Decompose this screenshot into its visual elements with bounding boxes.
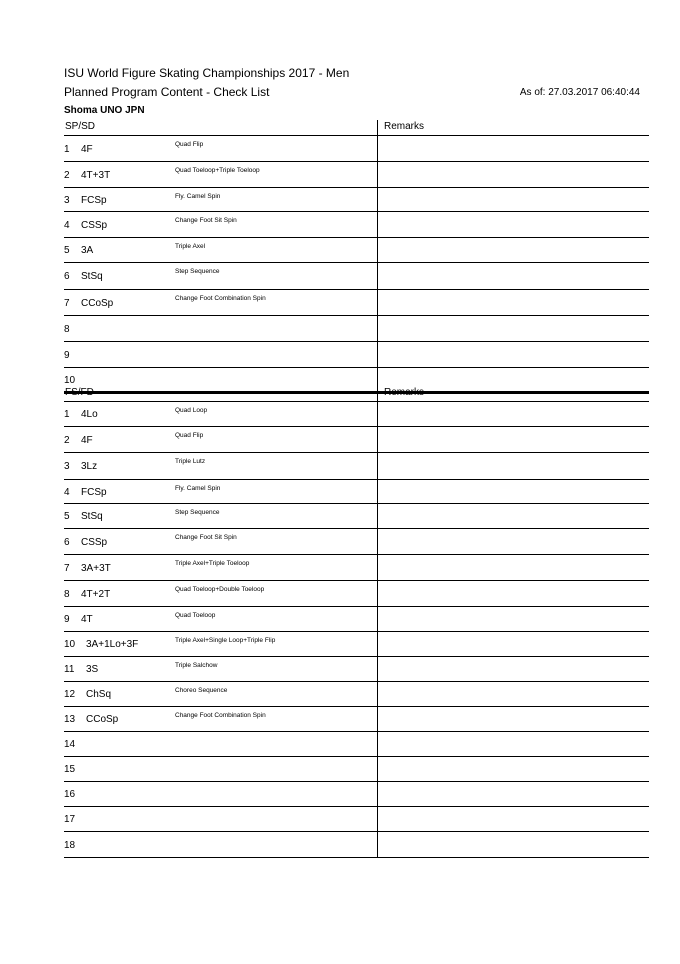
table-row bbox=[64, 342, 649, 368]
table-row bbox=[64, 290, 649, 316]
element-number: 17 bbox=[64, 814, 76, 825]
table-row bbox=[64, 212, 649, 238]
element-number: 2 bbox=[64, 170, 70, 181]
element-number: 15 bbox=[64, 764, 76, 775]
element-number: 8 bbox=[64, 589, 70, 600]
element-number: 7 bbox=[64, 563, 70, 574]
element-code: 4T+2T bbox=[81, 589, 111, 600]
table-row bbox=[64, 316, 649, 342]
element-code: 4F bbox=[81, 435, 93, 446]
table-row bbox=[64, 263, 649, 290]
table-row bbox=[64, 427, 649, 453]
element-code: ChSq bbox=[86, 689, 112, 700]
table-row bbox=[64, 707, 649, 732]
element-description: Fly. Camel Spin bbox=[175, 485, 221, 492]
element-number: 9 bbox=[64, 350, 70, 361]
element-number: 4 bbox=[64, 487, 70, 498]
element-number: 6 bbox=[64, 271, 70, 282]
element-description: Quad Flip bbox=[175, 141, 204, 148]
element-number: 11 bbox=[64, 664, 75, 675]
page-title: ISU World Figure Skating Championships 2017 - Men bbox=[64, 66, 350, 80]
element-description: Triple Salchow bbox=[175, 662, 218, 669]
page-subtitle: Planned Program Content - Check List bbox=[64, 85, 270, 99]
element-code: StSq bbox=[81, 511, 103, 522]
element-code: 4T bbox=[81, 614, 93, 625]
element-code: StSq bbox=[81, 271, 103, 282]
element-number: 7 bbox=[64, 298, 70, 309]
element-description: Choreo Sequence bbox=[175, 687, 228, 694]
element-code: 3S bbox=[86, 664, 99, 675]
element-number: 8 bbox=[64, 324, 70, 335]
element-code: 4T+3T bbox=[81, 170, 111, 181]
table-row bbox=[64, 807, 649, 832]
element-code: CCoSp bbox=[86, 714, 119, 725]
element-number: 3 bbox=[64, 195, 70, 206]
element-number: 12 bbox=[64, 689, 76, 700]
element-code: 4Lo bbox=[81, 409, 98, 420]
sp-segment-label: SP/SD bbox=[65, 121, 96, 132]
fs-header-row bbox=[64, 383, 649, 402]
table-row bbox=[64, 162, 649, 188]
element-code: FCSp bbox=[81, 487, 107, 498]
element-code: 3A+3T bbox=[81, 563, 111, 574]
table-row bbox=[64, 480, 649, 504]
element-description: Triple Axel+Single Loop+Triple Flip bbox=[175, 637, 276, 644]
element-code: 4F bbox=[81, 144, 93, 155]
element-number: 4 bbox=[64, 220, 70, 231]
sp-remarks-label: Remarks bbox=[384, 121, 425, 132]
sp-table bbox=[64, 117, 649, 394]
element-number: 10 bbox=[64, 375, 76, 386]
table-row bbox=[64, 581, 649, 607]
table-row bbox=[64, 757, 649, 782]
element-description: Triple Lutz bbox=[175, 458, 206, 465]
element-code: 3A+1Lo+3F bbox=[86, 639, 139, 650]
element-number: 2 bbox=[64, 435, 70, 446]
element-description: Triple Axel+Triple Toeloop bbox=[175, 560, 250, 567]
element-description: Change Foot Sit Spin bbox=[175, 534, 237, 541]
element-number: 9 bbox=[64, 614, 70, 625]
element-number: 14 bbox=[64, 739, 76, 750]
table-row bbox=[64, 238, 649, 263]
element-number: 1 bbox=[64, 144, 70, 155]
table-row bbox=[64, 782, 649, 807]
as-of-timestamp: As of: 27.03.2017 06:40:44 bbox=[519, 87, 640, 98]
skater-name: Shoma UNO JPN bbox=[64, 105, 145, 116]
table-row bbox=[64, 732, 649, 757]
element-description: Step Sequence bbox=[175, 509, 220, 516]
element-number: 13 bbox=[64, 714, 76, 725]
element-number: 5 bbox=[64, 245, 70, 256]
table-row bbox=[64, 504, 649, 529]
element-number: 5 bbox=[64, 511, 70, 522]
fs-segment-label: FS/FD bbox=[65, 387, 94, 398]
element-description: Change Foot Combination Spin bbox=[175, 295, 266, 302]
element-description: Quad Toeloop+Double Toeloop bbox=[175, 586, 265, 593]
element-code: 3Lz bbox=[81, 461, 98, 472]
table-row bbox=[64, 682, 649, 707]
element-description: Quad Toeloop bbox=[175, 612, 216, 619]
element-description: Change Foot Combination Spin bbox=[175, 712, 266, 719]
element-code: CCoSp bbox=[81, 298, 114, 309]
table-row bbox=[64, 607, 649, 632]
table-row bbox=[64, 832, 649, 858]
table-row bbox=[64, 529, 649, 555]
element-description: Quad Loop bbox=[175, 407, 208, 414]
table-row bbox=[64, 136, 649, 162]
element-number: 1 bbox=[64, 409, 70, 420]
element-description: Quad Toeloop+Triple Toeloop bbox=[175, 167, 260, 174]
fs-remarks-label: Remarks bbox=[384, 387, 425, 398]
table-row bbox=[64, 555, 649, 581]
column-divider bbox=[377, 120, 378, 394]
table-row bbox=[64, 632, 649, 657]
element-description: Step Sequence bbox=[175, 268, 220, 275]
element-description: Change Foot Sit Spin bbox=[175, 217, 237, 224]
element-code: FCSp bbox=[81, 195, 107, 206]
table-row bbox=[64, 453, 649, 480]
element-number: 16 bbox=[64, 789, 76, 800]
element-description: Fly. Camel Spin bbox=[175, 193, 221, 200]
table-row bbox=[64, 657, 649, 682]
element-number: 10 bbox=[64, 639, 76, 650]
element-code: 3A bbox=[81, 245, 94, 256]
element-number: 3 bbox=[64, 461, 70, 472]
element-code: CSSp bbox=[81, 220, 108, 231]
element-description: Triple Axel bbox=[175, 243, 206, 250]
element-number: 6 bbox=[64, 537, 70, 548]
sp-header-row bbox=[64, 117, 649, 136]
column-divider bbox=[377, 386, 378, 858]
fs-table bbox=[64, 383, 649, 858]
element-code: CSSp bbox=[81, 537, 108, 548]
table-row bbox=[64, 188, 649, 212]
table-row bbox=[64, 402, 649, 427]
element-description: Quad Flip bbox=[175, 432, 204, 439]
element-number: 18 bbox=[64, 840, 76, 851]
